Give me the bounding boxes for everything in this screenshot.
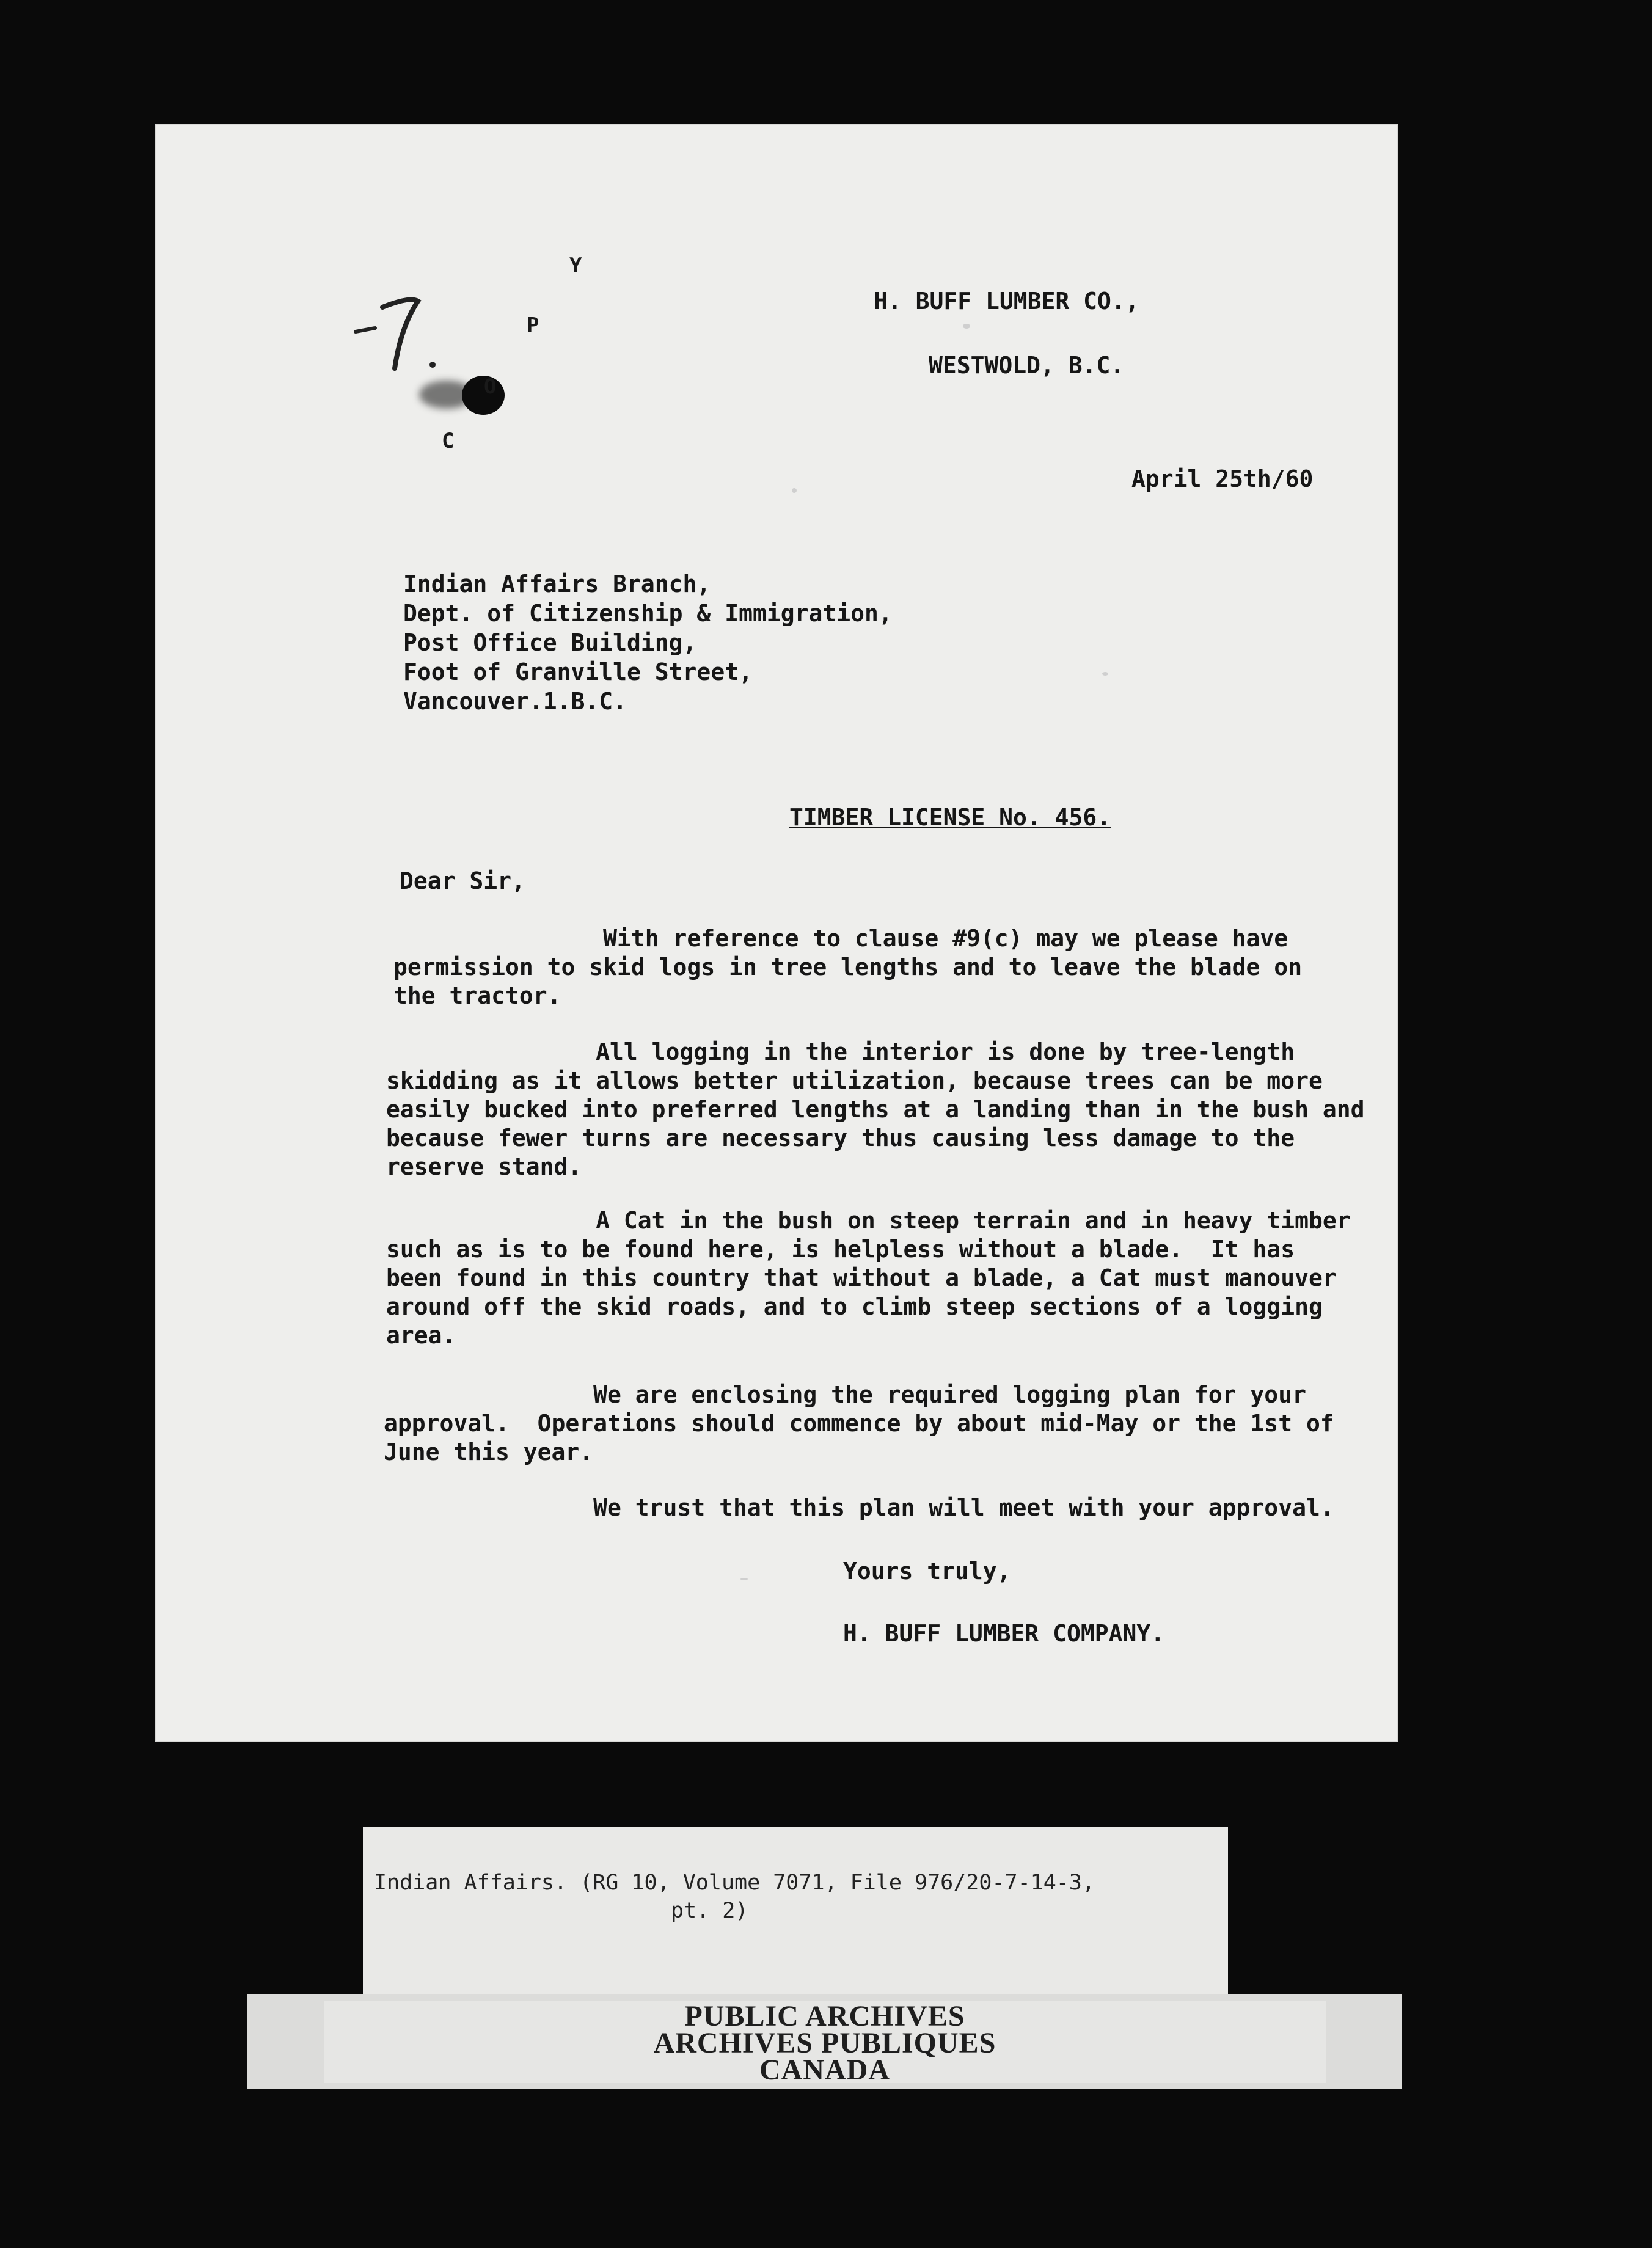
body-paragraph: We are enclosing the required logging plan for your approval. Operations should commence by about mid-May or the 1st of June this year. <box>384 1381 1334 1465</box>
address-line: Dept. of Citizenship & Immigration, <box>403 600 893 627</box>
body-paragraph: All logging in the interior is done by tree-length skidding as it allows better utilization, because trees can be more easily bucked into preferred lengths at a landing than in the bush and because fewer turns are necessary thus causing less damage to the reserve stand. <box>386 1038 1365 1180</box>
body-paragraph: A Cat in the bush on steep terrain and in heavy timber such as is to be found here, is helpless without a blade. It has been found in this country that without a blade, a Cat must manouver around off the skid roads, and to climb steep sections of a logging area. <box>386 1207 1351 1349</box>
archives-line-french: ARCHIVES PUBLIQUES <box>653 2027 996 2059</box>
reference-line-2: pt. 2) <box>671 1899 748 1923</box>
copy-stamp-letter-y: Y <box>569 254 582 278</box>
reference-line-1: Indian Affairs. (RG 10, Volume 7071, File 976/20-7-14-3, <box>374 1870 1095 1895</box>
address-line: Foot of Granville Street, <box>403 659 753 685</box>
letter-date: April 25th/60 <box>1131 465 1314 492</box>
paper-speck <box>963 324 970 329</box>
subject-line: TIMBER LICENSE No. 456. <box>789 804 1111 831</box>
archives-line-country: CANADA <box>759 2054 890 2086</box>
copy-stamp-letter-c: C <box>442 429 455 453</box>
letter-page <box>156 125 1397 1741</box>
public-archives-stamp <box>247 1994 1402 2089</box>
paper-speck <box>740 1578 748 1580</box>
archives-line-english: PUBLIC ARCHIVES <box>684 2000 965 2032</box>
handwritten-page-number <box>352 290 444 376</box>
hole-punch <box>462 376 505 415</box>
copy-stamp-letter-o: O <box>484 374 497 399</box>
sender-company: H. BUFF LUMBER CO., <box>874 288 1139 315</box>
address-line: Post Office Building, <box>403 629 697 656</box>
sender-location: WESTWOLD, B.C. <box>929 352 1125 379</box>
paper-speck <box>792 488 797 493</box>
archives-stamp-inner <box>324 2000 1326 2086</box>
closing: Yours truly, <box>843 1558 1011 1585</box>
address-line: Vancouver.1.B.C. <box>403 688 627 715</box>
address-line: Indian Affairs Branch, <box>403 571 711 597</box>
body-paragraph: We trust that this plan will meet with your approval. <box>384 1494 1334 1521</box>
body-paragraph: With reference to clause #9(c) may we please have permission to skid logs in tree lengths and to leave the blade on the tractor. <box>393 925 1303 1009</box>
archive-reference-label <box>363 1826 1228 2022</box>
copy-stamp-letter-p: P <box>527 313 539 338</box>
signature: H. BUFF LUMBER COMPANY. <box>843 1620 1165 1647</box>
paper-speck <box>1102 672 1108 676</box>
salutation: Dear Sir, <box>400 867 525 894</box>
